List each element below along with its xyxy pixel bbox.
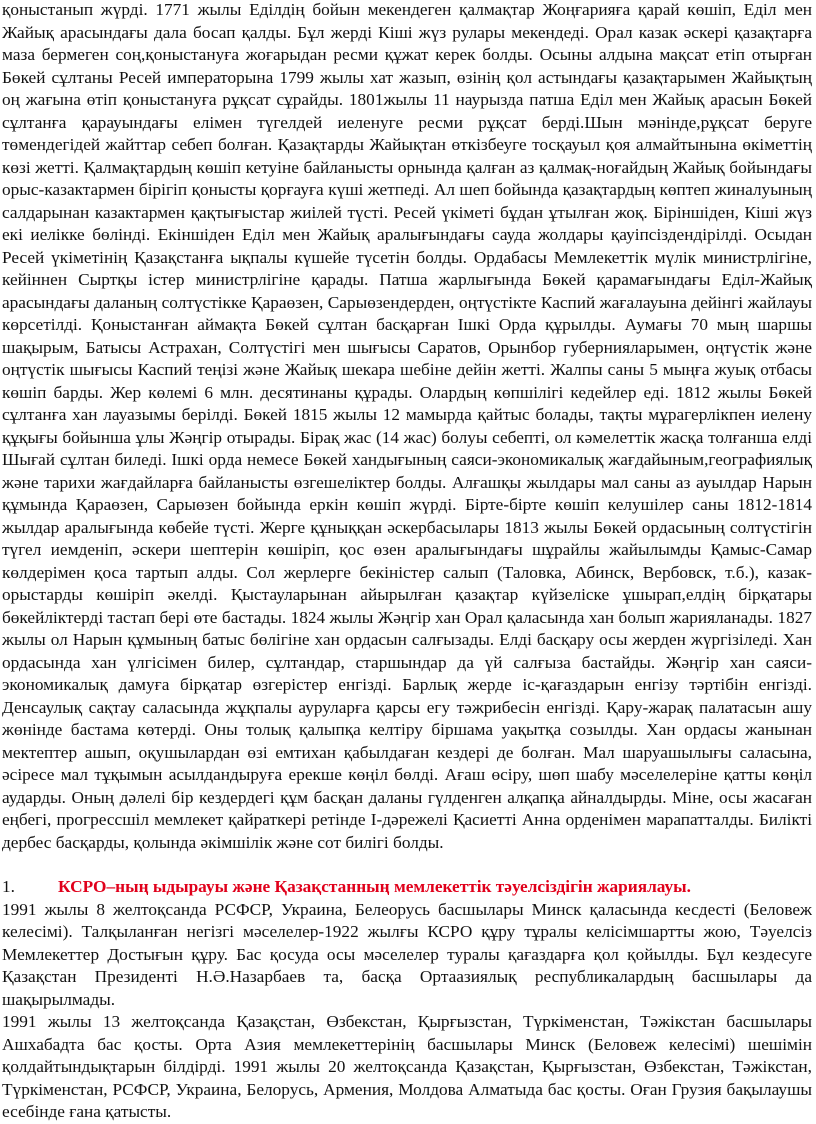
- paragraph-belovezh: 1991 жылы 8 желтоқсанда РСФСР, Украина, Белеорусь басшылары Минск қаласында кесдесті (Беловеж келесімі). Талқыланған негізгі мәселелер-1922 жылғы КСРО құру тұралы келісімшартты жою, Тәуелсіз Мемлекеттер Достығын құру. Бас қосуда осы мәселелер туралы қағаздарға қол қойылды. Бұл кездесуге Қазақстан Президенті Н.Ә.Назарбаев та, басқа Ортаазиялық республикалардың басшылары да шақырылмады.: [2, 899, 812, 1009]
- section-number: 1.: [2, 877, 15, 896]
- body-text: [2, 0, 812, 854]
- section-heading: [2, 876, 812, 899]
- paragraph-bokei-horde: қоныстанып жүрді. 1771 жылы Еділдің бойын мекендеген қалмақтар Жоңғарияға қарай көшіп, Еділ мен Жайық арасындағы дала босап қалды. Бұл жерді Кіші жүз рулары мекендеді. Орал казак әскері қазақтарға маза бермеген соң,қоныстануға жоғарыдан ресми құжат керек болды. Осыны алдына мақсат етіп отырған Бөкей сұлтаны Ресей императорына 1799 жылы хат жазып, өзінің қол астындағы қазақтарымен Жайықтың оң жағына өтіп қоныстануға рұқсат сұрайды. 1801жылы 11 наурызда патша Еділ мен Жайық арасын Бөкей сұлтанға қарауындағы елімен түгелдей иеленуге ресми рұқсат берді.Шын мәнінде,рұқсат беруге төмендегідей жайттар себеп болған. Қазақтарды Жайықтан өткізбеуге тосқауыл қоя алмайтынына өкіметтің көзі жетті. Қалмақтардың көшіп кетуіне байланысты орнында қалған аз қалмақ-ноғайдың Жайық бойындағы орыс-казактармен бірігіп қонысты қорғауға күші жетпеді. Ал шеп бойында қазақтардың көптеп жиналуының салдарынан казактармен қақтығыстар жиілей түсті. Ресей үкіметі бұдан ұтылған жоқ. Біріншіден, Кіші жүз екі иелікке бөлінді. Екіншіден Еділ мен Жайық аралығындағы сауда жолдары қауіпсіздендірілді. Осыдан Ресей үкіметінің Қазақстанға ықпалы күшейе түсетін болды. Ордабасы Мемлекеттік мүлік министрлігіне, кейіннен Сыртқы істер министрлігіне қарады. Патша жарлығында Бөкей қарамағындағы Еділ-Жайық арасындағы даланың солтүстікке Қараөзен, Сарыөзендерден, оңтүстікте Каспий жағалауына дейінгі жайлауы көрсетілді. Қоныстанған аймақта Бөкей сұлтан басқарған Ішкі Орда құрылды. Аумағы 70 мың шаршы шақырым, Батысы Астрахан, Солтүстігі мен шығысы Саратов, Орынбор губернияларымен, оңтүстік және оңтүстік шығысы Каспий теңізі және Жайық шекара шебіне дейін жетті. Жалпы саны 5 мыңға жуық отбасы көшіп барды. Жер көлемі 6 млн. десятинаны құрады. Олардың көпшілігі кедейлер еді. 1812 жылы Бөкей сұлтанға хан лауазымы берілді. Бөкей 1815 жылы 12 мамырда қайтыс болады, тақты мұрагерлікпен иелену құқығы бойынша ұлы Жәңгір отырады. Бірақ жас (14 жас) болуы себепті, ол кәмелеттік жасқа толғанша елді Шығай сұлтан биледі. Ішкі орда немесе Бөкей хандығының саяси-экономикалық жағдайыным,географиялық және тарихи жағдайларға байланысты өзгешеліктер болды. Алғашқы жылдары мал саны аз ауылдар Нарын құмында Қараөзен, Сарыөзен бойында еркін көшіп жүрді. Бірте-бірте көшіп келушілер саны 1812-1814 жылдар аралығында көбейе түсті. Жерге құныққан әскербасылары 1813 жылы Бөкей ордасының солтүстігін түгел иемденіп, әскери шептерін көшіріп, қос өзен аралығындағы шұрайлы жайылымды Қамыс-Самар көлдерімен қоса тартып алды. Сол жерлерге бекіністер салып (Таловка, Абинск, Вербовск, т.б.), казак-орыстарды көшіріп әкелді. Қыстауларынан айырылған қазақтар күйзеліске ұшырап,елдің бірқатары бөкейліктерді тастап бері өте бастады. 1824 жылы Жәңгір хан Орал қаласында хан болып жарияланады. 1827 жылы ол Нарын құмының батыс бөлігіне хан ордасын салғызады. Елді басқару осы жерден жүргізіледі. Хан ордасында хан үлгісімен билер, сұлтандар, старшындар да үй салғыза бастайды. Жәңгір хан саяси-экономикалық дамуға бірқатар өзгерістер енгізді. Барлық жерде іс-қағаздарын енгізу тәртібін енгізді. Денсаулық сақтау саласында жұқпалы ауруларға қарсы егу тәжрибесін енгізді. Қару-жарақ палатасын ашу жөнінде бастама көтерді. Оны толық қалыпқа келтіру біршама уақытқа созылды. Хан ордасы жанынан мектептер ашып, оқушылардан өзі емтихан қабылдаған кездері де болған. Мал шаруашылығы саласына, әсіресе мал тұқымын асылдандыруға ерекше көңіл бөлді. Ағаш өсіру, шөп шабу мәселелеріне қатты көңіл аударды. Оның дәлелі бір кездердегі құм басқан даланы гүлденген алқапқа айналдырды. Міне, осы жасаған еңбегі, прогрессшіл мемлекет қайраткері ретінде І-дәрежелі Қасиетті Анна орденімен марапатталды. Билікті дербес басқарды, қолында әкімшілік және сот билігі болды.: [2, 0, 812, 852]
- paragraph-ashgabat-almaty: 1991 жылы 13 желтоқсанда Қазақстан, Өзбекстан, Қырғызстан, Түркіменстан, Тәжікстан басшылары Ашхабадта бас қосты. Орта Азия мемлекеттерінің басшылары Минск (Беловеж келесімі) шешімін қолдайтындықтарын білдірді. 1991 жылы 20 желтоқсанда Қазақстан, Қырғызстан, Өзбекстан, Тәжікстан, Түркіменстан, РСФСР, Украина, Белорусь, Армения, Молдова Алматыда бас қосты. Оған Грузия бақылаушы есебінде ғана қатысты.: [2, 1012, 812, 1121]
- section-title: КСРО–ның ыдырауы және Қазақстанның мемлекеттік тәуелсіздігін жариялауы.: [58, 877, 691, 896]
- section-body: [2, 899, 812, 1124]
